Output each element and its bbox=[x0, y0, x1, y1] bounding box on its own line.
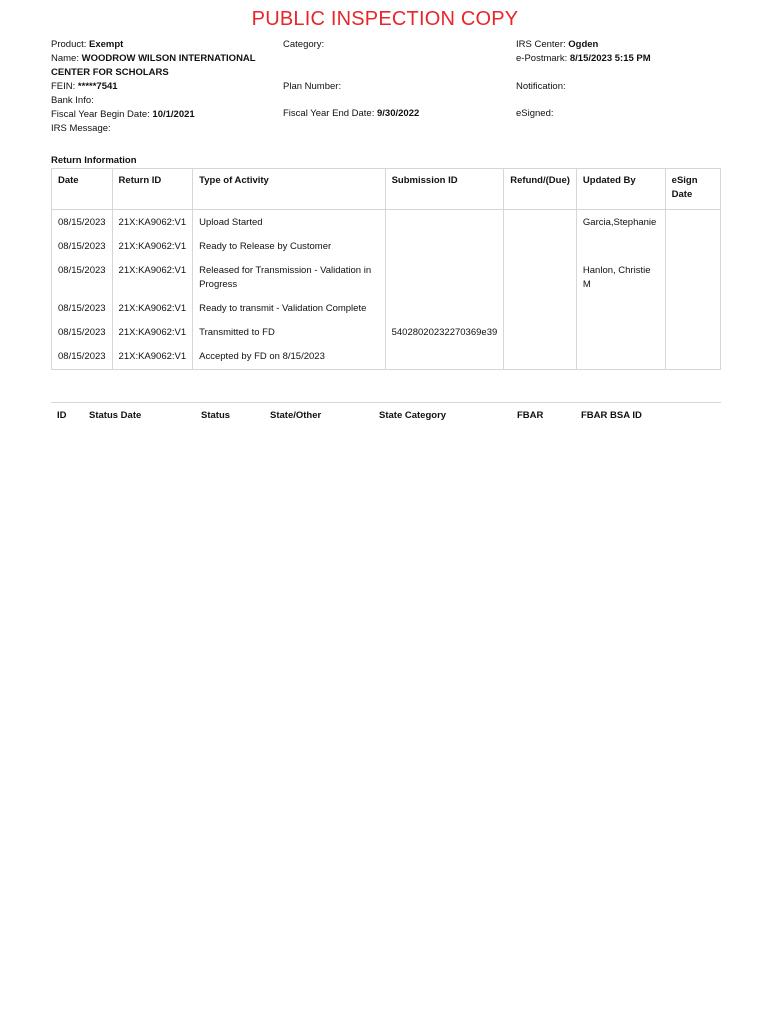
status-col-state-category: State Category bbox=[379, 410, 447, 421]
header-middle-column bbox=[283, 38, 324, 52]
plan-number-line: Plan Number: bbox=[283, 81, 342, 92]
return-information-title: Return Information bbox=[51, 155, 137, 166]
row-date bbox=[52, 297, 113, 321]
status-col-status-date: Status Date bbox=[89, 410, 142, 421]
row-updated-by bbox=[576, 210, 665, 236]
row-return-id bbox=[112, 345, 193, 370]
row-activity-text: Transmitted to FD bbox=[199, 327, 275, 338]
row-updated-by bbox=[576, 345, 665, 370]
row-updated-by bbox=[576, 321, 665, 345]
col-return-id: Return ID bbox=[112, 169, 193, 210]
status-col-id: ID bbox=[57, 410, 67, 421]
row-activity-text: Upload Started bbox=[199, 217, 263, 228]
row-return-id bbox=[112, 259, 193, 297]
col-esign-line2: Date bbox=[671, 189, 693, 200]
row-updated-by bbox=[576, 235, 665, 259]
fy-end-line bbox=[283, 107, 419, 121]
row-activity bbox=[193, 345, 385, 370]
row-date-text: 08/15/2023 bbox=[58, 351, 106, 362]
row-return-id bbox=[112, 235, 193, 259]
status-col-state-other: State/Other bbox=[270, 410, 322, 421]
row-date bbox=[52, 259, 113, 297]
epostmark-label: e-Postmark: bbox=[516, 53, 568, 64]
row-submission-id bbox=[385, 297, 504, 321]
row-refund bbox=[504, 345, 577, 370]
fy-begin-value: 10/1/2021 bbox=[152, 109, 195, 120]
row-esign-date bbox=[665, 210, 720, 236]
col-refund-due: Refund/(Due) bbox=[504, 169, 577, 210]
col-updated-by: Updated By bbox=[576, 169, 665, 210]
irs-center-value: Ogden bbox=[568, 39, 599, 50]
status-col-status: Status bbox=[201, 410, 231, 421]
row-return-id bbox=[112, 297, 193, 321]
row-date-text: 08/15/2023 bbox=[58, 327, 106, 338]
row-esign-date bbox=[665, 259, 720, 297]
row-date-text: 08/15/2023 bbox=[58, 303, 106, 314]
product-line bbox=[51, 38, 256, 52]
table-row bbox=[52, 235, 721, 259]
epostmark-line bbox=[516, 52, 651, 66]
row-activity-text-line2: Progress bbox=[199, 279, 238, 290]
header-left-column bbox=[51, 38, 256, 136]
row-date-text: 08/15/2023 bbox=[58, 217, 106, 228]
row-activity bbox=[193, 210, 385, 236]
row-submission-id-text: 54028020232270369e39 bbox=[391, 327, 498, 338]
bank-info-line: Bank Info: bbox=[51, 95, 94, 106]
status-col-fbar: FBAR bbox=[517, 410, 544, 421]
status-col-fbar-bsa-id: FBAR BSA ID bbox=[581, 410, 642, 421]
public-inspection-banner: PUBLIC INSPECTION COPY bbox=[251, 8, 519, 30]
col-type-of-activity: Type of Activity bbox=[193, 169, 385, 210]
row-return-id-text: 21X:KA9062:V1 bbox=[118, 217, 187, 228]
row-refund bbox=[504, 259, 577, 297]
col-esign-date bbox=[665, 169, 720, 210]
row-activity bbox=[193, 321, 385, 345]
table-row bbox=[52, 321, 721, 345]
row-return-id bbox=[112, 210, 193, 236]
row-esign-date bbox=[665, 297, 720, 321]
row-submission-id bbox=[385, 345, 504, 370]
row-date-text: 08/15/2023 bbox=[58, 241, 106, 252]
row-updated-by-text-line2: M bbox=[582, 279, 591, 290]
row-refund bbox=[504, 235, 577, 259]
epostmark-value: 8/15/2023 5:15 PM bbox=[569, 53, 651, 64]
row-return-id-text: 21X:KA9062:V1 bbox=[118, 327, 187, 338]
notification-block bbox=[516, 80, 566, 94]
table-row bbox=[52, 210, 721, 236]
fein-line bbox=[51, 80, 256, 94]
return-information-table bbox=[51, 168, 721, 370]
esigned-block bbox=[516, 107, 554, 121]
fy-begin-label: Fiscal Year Begin Date: bbox=[51, 109, 150, 120]
irs-message-line: IRS Message: bbox=[51, 123, 111, 134]
fy-end-block bbox=[283, 107, 419, 121]
table-header-row bbox=[52, 169, 721, 210]
name-value-line1: WOODROW WILSON INTERNATIONAL bbox=[81, 53, 256, 64]
fein-label: FEIN: bbox=[51, 81, 76, 92]
notification-line: Notification: bbox=[516, 81, 566, 92]
irs-center-line bbox=[516, 38, 651, 52]
row-return-id-text: 21X:KA9062:V1 bbox=[118, 265, 187, 276]
product-label: Product: bbox=[51, 39, 87, 50]
row-refund bbox=[504, 210, 577, 236]
table-row bbox=[52, 297, 721, 321]
row-date bbox=[52, 345, 113, 370]
row-return-id-text: 21X:KA9062:V1 bbox=[118, 303, 187, 314]
row-submission-id bbox=[385, 321, 504, 345]
row-refund bbox=[504, 321, 577, 345]
row-date bbox=[52, 210, 113, 236]
name-label: Name: bbox=[51, 53, 79, 64]
row-activity-text: Accepted by FD on 8/15/2023 bbox=[199, 351, 325, 362]
row-date bbox=[52, 235, 113, 259]
row-esign-date bbox=[665, 235, 720, 259]
row-activity bbox=[193, 259, 385, 297]
category-line: Category: bbox=[283, 39, 325, 50]
row-activity-text: Ready to Release by Customer bbox=[199, 241, 332, 252]
fy-end-value: 9/30/2022 bbox=[377, 108, 420, 119]
row-updated-by-text: Garcia,Stephanie bbox=[582, 217, 657, 228]
row-esign-date bbox=[665, 345, 720, 370]
row-activity bbox=[193, 235, 385, 259]
row-date-text: 08/15/2023 bbox=[58, 265, 106, 276]
header-right-column bbox=[516, 38, 651, 66]
table-row bbox=[52, 345, 721, 370]
fy-end-label: Fiscal Year End Date: bbox=[283, 108, 375, 119]
plan-number-block bbox=[283, 80, 341, 94]
row-activity bbox=[193, 297, 385, 321]
name-line bbox=[51, 52, 256, 66]
row-return-id-text: 21X:KA9062:V1 bbox=[118, 241, 187, 252]
status-table-header bbox=[51, 402, 721, 425]
row-updated-by-text: Hanlon, Christie bbox=[582, 265, 651, 276]
row-esign-date bbox=[665, 321, 720, 345]
row-submission-id bbox=[385, 210, 504, 236]
col-esign-line1: eSign bbox=[671, 175, 698, 186]
row-updated-by bbox=[576, 297, 665, 321]
table-row bbox=[52, 259, 721, 297]
fein-value: *****7541 bbox=[77, 81, 118, 92]
fy-begin-line bbox=[51, 108, 256, 122]
row-activity-text: Released for Transmission - Validation in bbox=[199, 265, 372, 276]
col-submission-id: Submission ID bbox=[385, 169, 504, 210]
name-value-line2: CENTER FOR SCHOLARS bbox=[51, 67, 169, 78]
irs-center-label: IRS Center: bbox=[516, 39, 566, 50]
product-value: Exempt bbox=[89, 39, 124, 50]
row-date bbox=[52, 321, 113, 345]
row-submission-id bbox=[385, 259, 504, 297]
row-return-id-text: 21X:KA9062:V1 bbox=[118, 351, 187, 362]
col-date: Date bbox=[52, 169, 113, 210]
esigned-line: eSigned: bbox=[516, 108, 554, 119]
row-updated-by bbox=[576, 259, 665, 297]
name-line-2 bbox=[51, 66, 256, 80]
row-submission-id bbox=[385, 235, 504, 259]
row-refund bbox=[504, 297, 577, 321]
row-return-id bbox=[112, 321, 193, 345]
row-activity-text: Ready to transmit - Validation Complete bbox=[199, 303, 367, 314]
